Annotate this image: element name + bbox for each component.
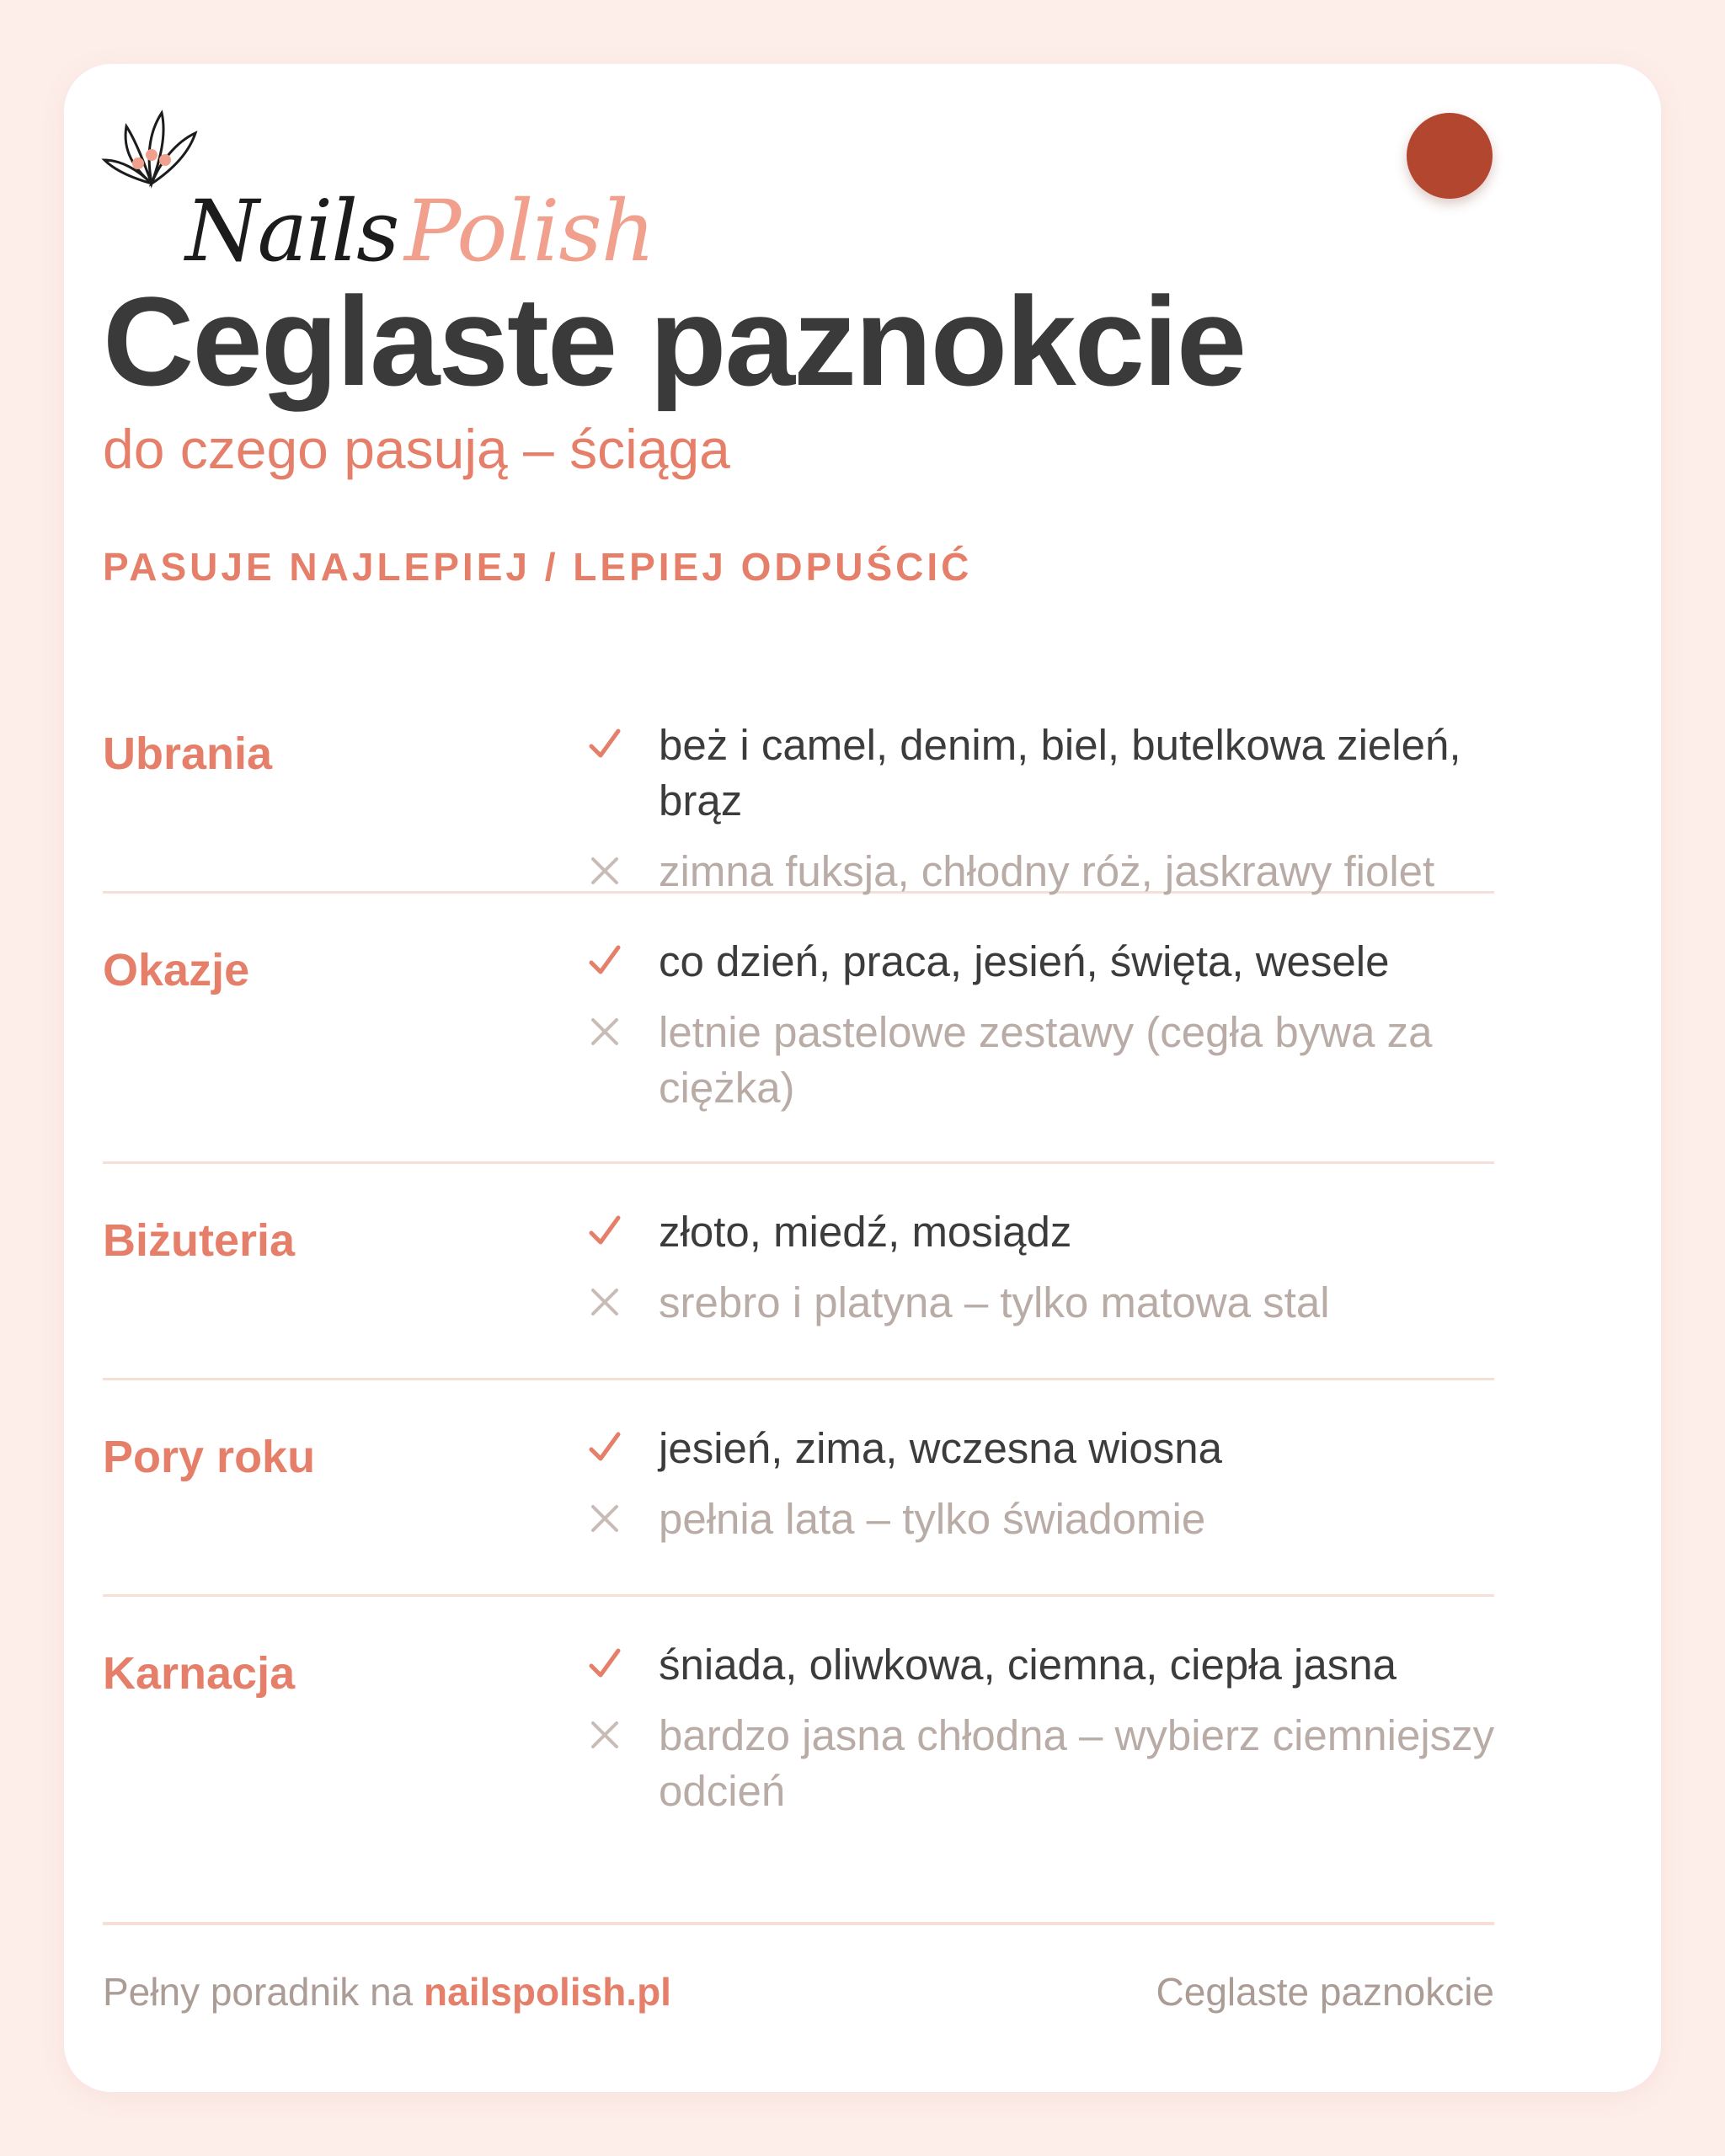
category-label: Okazje: [103, 945, 250, 995]
cross-icon: [583, 1708, 659, 1753]
good-text: jesień, zima, wczesna wiosna: [659, 1424, 1222, 1472]
logo-wordmark-polish: Polish: [404, 182, 655, 280]
category-row: [103, 1637, 1494, 1865]
bad-item: [583, 1708, 1501, 1819]
bad-text: pełnia lata – tylko świadomie: [659, 1495, 1206, 1543]
good-item: [583, 1204, 1501, 1260]
nail-fan-icon: [101, 101, 211, 194]
cross-icon: [583, 1275, 659, 1321]
category-row: [103, 1204, 1494, 1378]
check-icon: [583, 1421, 659, 1466]
category-label: Karnacja: [103, 1648, 296, 1699]
category-row: [103, 718, 1494, 895]
footer-source: [103, 1969, 671, 2015]
good-item: [583, 718, 1501, 829]
good-text: co dzień, praca, jesień, święta, wesele: [659, 937, 1390, 985]
footer-prefix: Pełny poradnik na: [103, 1970, 414, 2014]
check-icon: [583, 934, 659, 979]
page-subtitle: do czego pasują – ściąga: [103, 418, 730, 480]
row-divider: [103, 1161, 1494, 1164]
bad-item: [583, 1492, 1501, 1547]
bad-text: zimna fuksja, chłodny róż, jaskrawy fiolet: [659, 847, 1435, 895]
logo: [101, 101, 674, 286]
category-items: [583, 1637, 1501, 1819]
category-row: [103, 934, 1494, 1161]
recommendation-list: [103, 718, 1494, 1865]
footer-site-link[interactable]: nailspolish.pl: [424, 1970, 671, 2014]
cross-icon: [583, 844, 659, 889]
cross-icon: [583, 1005, 659, 1050]
bad-item: [583, 1275, 1501, 1331]
section-label: PASUJE NAJLEPIEJ / LEPIEJ ODPUŚCIĆ: [103, 545, 973, 589]
footer-title: Ceglaste paznokcie: [1156, 1970, 1494, 2014]
page-title: Ceglaste paznokcie: [103, 270, 1246, 412]
good-item: [583, 1421, 1501, 1476]
good-item: [583, 934, 1501, 990]
good-text: beż i camel, denim, biel, butelkowa zieleń, brąz: [659, 721, 1461, 825]
check-icon: [583, 1637, 659, 1683]
category-row: [103, 1421, 1494, 1594]
category-label: Biżuteria: [103, 1215, 296, 1266]
category-items: [583, 1421, 1501, 1547]
category-label: Pory roku: [103, 1432, 316, 1482]
good-text: śniada, oliwkowa, ciemna, ciepła jasna: [659, 1641, 1397, 1689]
footer-divider: [103, 1922, 1494, 1925]
bad-text: bardzo jasna chłodna – wybierz ciemniejszy odcień: [659, 1711, 1495, 1815]
bad-text: srebro i platyna – tylko matowa stal: [659, 1278, 1330, 1326]
cross-icon: [583, 1492, 659, 1537]
bad-text: letnie pastelowe zestawy (cegła bywa za ciężka): [659, 1008, 1433, 1112]
category-items: [583, 718, 1501, 899]
check-icon: [583, 1204, 659, 1250]
good-item: [583, 1637, 1501, 1693]
bad-item: [583, 844, 1501, 899]
bad-item: [583, 1005, 1501, 1116]
category-items: [583, 1204, 1501, 1331]
check-icon: [583, 718, 659, 763]
good-text: złoto, miedź, mosiądz: [659, 1208, 1072, 1256]
category-label: Ubrania: [103, 728, 273, 779]
category-items: [583, 934, 1501, 1116]
row-divider: [103, 1594, 1494, 1597]
color-swatch: [1407, 113, 1493, 199]
row-divider: [103, 1378, 1494, 1380]
logo-wordmark-nails: Nails: [185, 182, 398, 280]
